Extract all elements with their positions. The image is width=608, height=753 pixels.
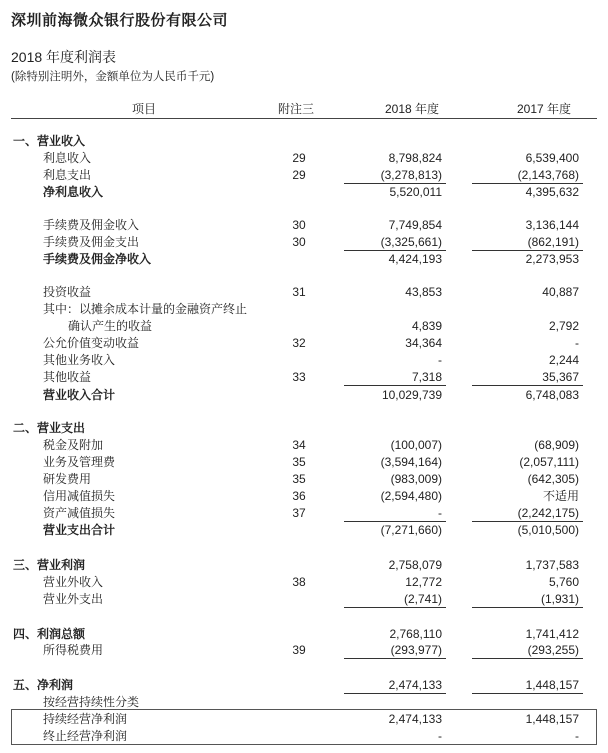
sum-rule-2018 xyxy=(344,250,446,251)
row-value-2018: 5,520,011 xyxy=(389,185,442,199)
table-row xyxy=(0,183,608,201)
sum-rule-2017 xyxy=(472,607,583,608)
row-value-2018: 43,853 xyxy=(405,285,442,299)
row-label: 终止经营净利润 xyxy=(43,729,128,743)
row-value-2018: 4,424,193 xyxy=(388,252,442,266)
row-value-2017: 35,367 xyxy=(542,370,579,384)
row-value-2017: 2,244 xyxy=(548,353,579,367)
row-value-2018: (2,594,480) xyxy=(380,489,442,503)
row-label: 投资收益 xyxy=(43,285,92,299)
row-value-2018: - xyxy=(438,506,442,520)
row-value-2017: (293,255) xyxy=(527,643,579,657)
header-2017: 2017 年度 xyxy=(517,102,572,116)
row-label: 营业支出合计 xyxy=(43,523,116,537)
table-row xyxy=(0,641,608,659)
row-label: 二、营业支出 xyxy=(13,421,86,435)
sum-rule-2018 xyxy=(344,693,446,694)
row-note-ref: 30 xyxy=(292,235,306,249)
statement-unit-note: (除特别注明外，金额单位为人民币千元) xyxy=(11,71,215,83)
row-value-2017: 1,737,583 xyxy=(525,558,579,572)
table-row xyxy=(0,590,608,608)
table-row xyxy=(0,521,608,539)
row-value-2017: (642,305) xyxy=(527,472,579,486)
row-value-2018: (293,977) xyxy=(390,643,442,657)
row-value-2017: 不适用 xyxy=(542,489,579,503)
table-row xyxy=(0,436,608,454)
row-value-2018: 8,798,824 xyxy=(388,151,442,165)
row-value-2017: 40,887 xyxy=(542,285,579,299)
row-label: 三、营业利润 xyxy=(13,558,86,572)
row-note-ref: 32 xyxy=(292,336,306,350)
row-value-2018: (100,007) xyxy=(390,438,442,452)
table-row xyxy=(0,166,608,184)
row-value-2018: 12,772 xyxy=(405,575,442,589)
row-value-2017: 6,748,083 xyxy=(525,388,579,402)
table-row xyxy=(0,470,608,488)
header-2018: 2018 年度 xyxy=(385,102,440,116)
row-note-ref: 30 xyxy=(292,218,306,232)
table-row xyxy=(0,504,608,522)
row-value-2017: 4,395,632 xyxy=(525,185,579,199)
row-note-ref: 33 xyxy=(292,370,306,384)
row-value-2018: - xyxy=(438,353,442,367)
table-row xyxy=(0,573,608,591)
row-label: 手续费及佣金收入 xyxy=(43,218,140,232)
row-value-2017: (862,191) xyxy=(527,235,579,249)
row-value-2018: 34,364 xyxy=(405,336,442,350)
sum-rule-2018 xyxy=(344,521,446,522)
table-row xyxy=(0,453,608,471)
row-label: 手续费及佣金支出 xyxy=(43,235,140,249)
row-value-2018: 2,474,133 xyxy=(388,678,442,692)
table-row xyxy=(0,250,608,268)
row-note-ref: 29 xyxy=(292,168,306,182)
row-label: 其中：以摊余成本计量的金融资产终止 xyxy=(43,302,248,316)
row-value-2018: (3,278,813) xyxy=(380,168,442,182)
row-value-2017: - xyxy=(575,336,579,350)
row-value-2017: 2,792 xyxy=(548,319,579,333)
sum-rule-2018 xyxy=(344,183,446,184)
row-value-2018: 7,318 xyxy=(411,370,442,384)
sum-rule-2018 xyxy=(344,607,446,608)
row-value-2018: 10,029,739 xyxy=(381,388,442,402)
row-label: 公允价值变动收益 xyxy=(43,336,140,350)
row-value-2018: 7,749,854 xyxy=(388,218,442,232)
table-row xyxy=(0,317,608,335)
row-value-2017: (1,931) xyxy=(540,592,579,606)
row-label: 四、利润总额 xyxy=(13,627,86,641)
row-label: 手续费及佣金净收入 xyxy=(43,252,152,266)
row-label: 利息收入 xyxy=(43,151,92,165)
row-label: 信用减值损失 xyxy=(43,489,116,503)
row-value-2017: (2,057,111) xyxy=(519,455,579,469)
row-label: 五、净利润 xyxy=(13,678,74,692)
row-value-2018: 4,839 xyxy=(411,319,442,333)
row-label: 营业外支出 xyxy=(43,592,104,606)
row-label: 持续经营净利润 xyxy=(43,712,128,726)
row-note-ref: 29 xyxy=(292,151,306,165)
row-value-2017: - xyxy=(575,729,579,743)
row-note-ref: 35 xyxy=(292,455,306,469)
row-note-ref: 34 xyxy=(292,438,306,452)
row-label: 一、营业收入 xyxy=(13,134,86,148)
header-item: 项目 xyxy=(132,102,157,116)
row-note-ref: 37 xyxy=(292,506,306,520)
row-label: 营业收入合计 xyxy=(43,388,116,402)
row-value-2018: 2,758,079 xyxy=(388,558,442,572)
row-label: 业务及管理费 xyxy=(43,455,116,469)
table-row xyxy=(0,419,608,437)
row-label: 研发费用 xyxy=(43,472,92,486)
sum-rule-2017 xyxy=(472,385,583,386)
table-row xyxy=(0,149,608,167)
row-value-2017: (5,010,500) xyxy=(517,523,579,537)
row-value-2017: 1,741,412 xyxy=(525,627,579,641)
row-value-2018: (3,325,661) xyxy=(380,235,442,249)
row-value-2017: 2,273,953 xyxy=(525,252,579,266)
row-value-2018: 2,768,110 xyxy=(389,627,442,641)
header-note: 附注三 xyxy=(278,102,315,116)
row-note-ref: 39 xyxy=(292,643,306,657)
table-row xyxy=(0,487,608,505)
row-value-2017: 3,136,144 xyxy=(525,218,579,232)
row-value-2018: (3,594,164) xyxy=(380,455,442,469)
row-note-ref: 31 xyxy=(292,285,306,299)
row-label: 利息支出 xyxy=(43,168,92,182)
sum-rule-2018 xyxy=(344,385,446,386)
table-row xyxy=(0,676,608,694)
row-label: 其他业务收入 xyxy=(43,353,116,367)
row-value-2017: (2,242,175) xyxy=(517,506,579,520)
row-value-2018: 2,474,133 xyxy=(388,712,442,726)
row-value-2017: (68,909) xyxy=(534,438,579,452)
table-row xyxy=(0,556,608,574)
sum-rule-2018 xyxy=(344,658,446,659)
row-value-2017: 1,448,157 xyxy=(525,712,579,726)
table-row xyxy=(0,300,608,318)
continuity-breakdown-box xyxy=(11,709,597,745)
table-row xyxy=(0,351,608,369)
table-row xyxy=(0,368,608,386)
statement-title: 2018 年度利润表 xyxy=(11,49,117,65)
row-note-ref: 35 xyxy=(292,472,306,486)
table-row xyxy=(0,334,608,352)
sum-rule-2017 xyxy=(472,693,583,694)
row-label: 资产减值损失 xyxy=(43,506,116,520)
row-note-ref: 38 xyxy=(292,575,306,589)
row-label: 其他收益 xyxy=(43,370,92,384)
row-label: 净利息收入 xyxy=(43,185,104,199)
sum-rule-2017 xyxy=(472,183,583,184)
table-row xyxy=(0,283,608,301)
row-value-2018: (983,009) xyxy=(390,472,442,486)
row-label: 税金及附加 xyxy=(43,438,104,452)
row-label: 确认产生的收益 xyxy=(68,319,153,333)
company-name: 深圳前海微众银行股份有限公司 xyxy=(11,12,229,29)
row-value-2017: (2,143,768) xyxy=(517,168,579,182)
row-value-2018: (7,271,660) xyxy=(380,523,442,537)
sum-rule-2017 xyxy=(472,250,583,251)
row-value-2017: 1,448,157 xyxy=(525,678,579,692)
sum-rule-2017 xyxy=(472,658,583,659)
table-row xyxy=(0,216,608,234)
row-value-2017: 6,539,400 xyxy=(525,151,579,165)
row-value-2018: - xyxy=(438,729,442,743)
row-note-ref: 36 xyxy=(292,489,306,503)
row-value-2018: (2,741) xyxy=(403,592,442,606)
row-label: 营业外收入 xyxy=(43,575,104,589)
row-label: 所得税费用 xyxy=(43,643,104,657)
sum-rule-2017 xyxy=(472,521,583,522)
row-label: 按经营持续性分类 xyxy=(43,695,140,709)
table-row xyxy=(0,386,608,404)
table-row xyxy=(0,233,608,251)
row-value-2017: 5,760 xyxy=(548,575,579,589)
table-row xyxy=(0,132,608,150)
